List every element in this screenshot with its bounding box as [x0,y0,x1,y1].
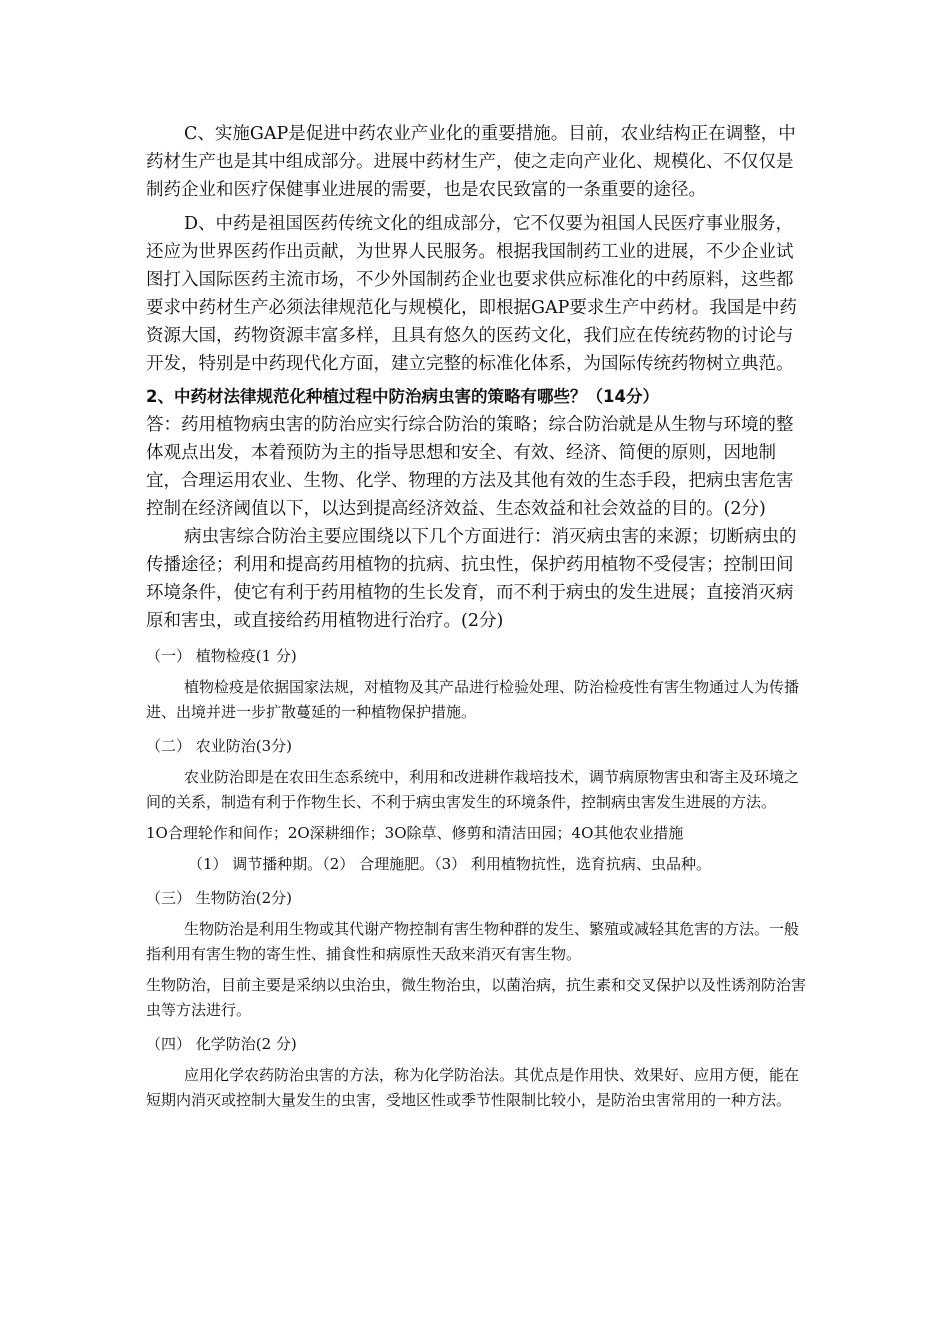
section-heading-quarantine: （一） 植物检疫(1 分) [146,647,297,665]
section-heading-agricultural: （二） 农业防治(3分) [146,737,293,755]
agricultural-paragraph: 农业防治即是在农田生态系统中，利用和改进耕作栽培技术，调节病原物害虫和寄主及环境之间的关系，制造有利于作物生长、不利于病虫害发生的环境条件，控制病虫害发生进展的方法。 [146,768,800,811]
agricultural-sub-measures: （1） 调节播种期。（2） 合理施肥。（3） 利用植物抗性，选育抗病、虫品种。 [188,855,711,873]
answer-paragraph: 答：药用植物病虫害的防治应实行综合防治的策略；综合防治就是从生物与环境的整体观点出发，本着预防为主的指导思想和安全、有效、经济、简便的原则，因地制宜，合理运用农业、生物、化学、物理的方法及其他有效的生态手段，把病虫害危害控制在经济阈值以下，以达到提高经济效益、生态效益和社会效益的目的。(2分) [146,415,794,519]
integrated-control-paragraph: 病虫害综合防治主要应围绕以下几个方面进行：消灭病虫害的来源；切断病虫的传播途径；利用和提高药用植物的抗病、抗虫性，保护药用植物不受侵害；控制田间环境条件，使它有利于药用植物的生长发育，而不利于病虫的发生进展；直接消灭病原和害虫，或直接给药用植物进行治疗。(2分) [146,527,797,631]
paragraph-c: C、实施GAP是促进中药农业产业化的重要措施。目前，农业结构正在调整，中药材生产也是其中组成部分。进展中药材生产，使之走向产业化、规模化、不仅仅是制药企业和医疗保健事业进展的需要，也是农民致富的一条重要的途径。 [146,124,796,200]
chemical-paragraph: 应用化学农药防治虫害的方法，称为化学防治法。其优点是作用快、效果好、应用方便，能在短期内消灭或控制大量发生的虫害，受地区性或季节性限制比较小，是防治虫害常用的一种方法。 [146,1066,800,1109]
section-heading-biological: （三） 生物防治(2分) [146,889,293,907]
biological-paragraph: 生物防治是利用生物或其代谢产物控制有害生物种群的发生、繁殖或减轻其危害的方法。一般指利用有害生物的寄生性、捕食性和病原性天敌来消灭有害生物。 [146,920,800,963]
document-page [146,120,810,1113]
paragraph-d: D、中药是祖国医药传统文化的组成部分，它不仅要为祖国人民医疗事业服务，还应为世界医药作出贡献，为世界人民服务。根据我国制药工业的进展，不少企业试图打入国际医药主流市场，不少外国制药企业也要求供应标准化的中药原料，这些都要求中药材生产必须法律规范化与规模化，即根据GAP要求生产中药材。我国是中药资源大国，药物资源丰富多样，且具有悠久的医药文化，我们应在传统药物的讨论与开发，特别是中药现代化方面，建立完整的标准化体系，为国际传统药物树立典范。 [146,214,797,374]
section-heading-chemical: （四） 化学防治(2 分) [146,1035,297,1053]
agricultural-measures-list: 1O合理轮作和间作；2O深耕细作；3O除草、修剪和清洁田园；4O其他农业措施 [146,824,684,842]
biological-methods-paragraph: 生物防治，目前主要是采纳以虫治虫，微生物治虫，以菌治病，抗生素和交叉保护以及性诱剂防治害虫等方法进行。 [146,976,807,1019]
quarantine-paragraph: 植物检疫是依据国家法规，对植物及其产品进行检验处理、防治检疫性有害生物通过人为传播进、出境并进一步扩散蔓延的一种植物保护措施。 [146,678,800,721]
question-heading: 2、中药材法律规范化种植过程中防治病虫害的策略有哪些？（14分） [146,387,659,406]
